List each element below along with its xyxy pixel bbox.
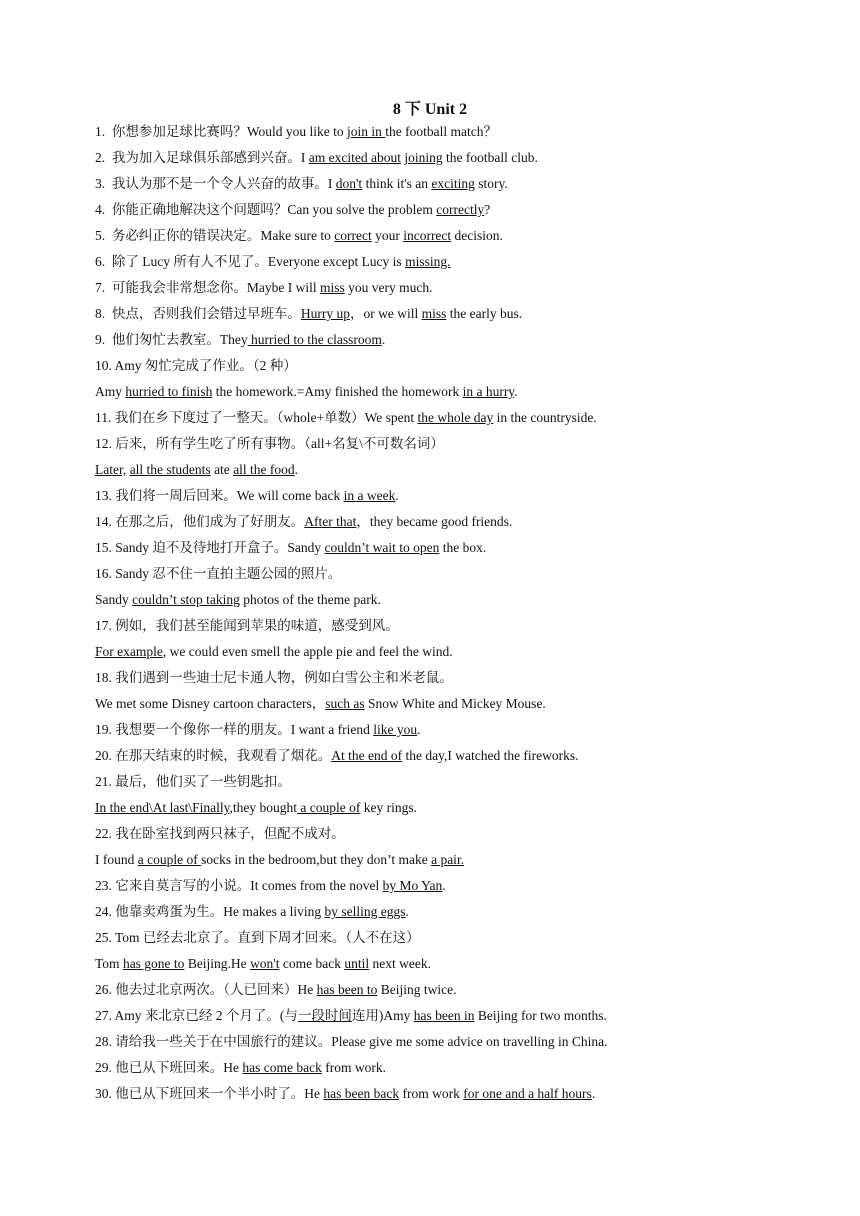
- underlined-phrase: Later,: [95, 462, 127, 477]
- sentence-text: Snow White and Mickey Mouse.: [364, 696, 546, 711]
- underlined-phrase: such as: [325, 696, 365, 711]
- sentence-line: [95, 720, 795, 746]
- sentence-text: 1. 你想参加足球比赛吗？Would you like to: [95, 124, 348, 139]
- sentence-text: next week.: [369, 956, 431, 971]
- underlined-phrase: in a hurry: [462, 384, 515, 399]
- sentence-text: 23. 它来自莫言写的小说。It comes from the novel: [95, 878, 383, 893]
- sentence-line: [95, 876, 795, 902]
- underlined-phrase: all the food: [233, 462, 295, 477]
- sentence-line: [95, 122, 795, 148]
- sentence-text: photos of the theme park.: [239, 592, 381, 607]
- underlined-phrase: in a week: [343, 488, 396, 503]
- sentence-text: .: [514, 384, 518, 399]
- sentence-line: [95, 850, 795, 876]
- sentence-line: [95, 382, 795, 408]
- page-title: 8 下 Unit 2: [392, 101, 468, 118]
- sentence-text: 19. 我想要一个像你一样的朋友。I want a friend: [95, 722, 374, 737]
- underlined-phrase: won't: [250, 956, 280, 971]
- sentence-text: ，or we will: [350, 306, 422, 321]
- sentence-line: [95, 902, 795, 928]
- sentence-line: [95, 148, 795, 174]
- sentence-line: [95, 564, 795, 590]
- sentence-line: [95, 434, 795, 460]
- underlined-phrase: After that: [304, 514, 357, 529]
- underlined-phrase: hurried to finish: [125, 384, 213, 399]
- underlined-phrase: miss: [319, 280, 345, 295]
- sentence-text: 27. Amy 来北京已经 2 个月了。(与: [95, 1008, 298, 1023]
- sentence-text: .: [294, 462, 299, 477]
- sentence-text: from work: [399, 1086, 464, 1101]
- underlined-phrase: joining: [404, 150, 443, 165]
- sentence-text: 3. 我认为那不是一个令人兴奋的故事。I: [95, 176, 336, 191]
- sentence-text: 5. 务必纠正你的错误决定。Make sure to: [95, 228, 335, 243]
- underlined-phrase: has gone to: [122, 956, 185, 971]
- sentence-line: [95, 304, 795, 330]
- sentence-line: [95, 1006, 795, 1032]
- sentence-text: 26. 他去过北京两次。（人已回来）He: [95, 982, 317, 997]
- sentence-line: [95, 408, 795, 434]
- underlined-phrase: miss: [421, 306, 447, 321]
- sentence-text: ?: [484, 202, 491, 217]
- underlined-phrase: by selling eggs: [324, 904, 406, 919]
- sentence-line: [95, 824, 795, 850]
- sentence-text: 8. 快点，否则我们会错过早班车。: [95, 306, 301, 321]
- sentence-line: [95, 330, 795, 356]
- sentence-text: from work.: [321, 1060, 386, 1075]
- sentence-line: [95, 668, 795, 694]
- underlined-phrase: correct: [334, 228, 372, 243]
- sentence-text: 18. 我们遇到一些迪士尼卡通人物，例如白雪公主和米老鼠。: [95, 670, 453, 685]
- underlined-phrase: missing.: [405, 254, 451, 269]
- sentence-text: 30. 他已从下班回来一个半小时了。He: [95, 1086, 324, 1101]
- underlined-phrase: until: [344, 956, 370, 971]
- sentence-text: 21. 最后，他们买了一些钥匙扣。: [95, 774, 291, 789]
- sentence-text: ，they became good friends.: [356, 514, 513, 529]
- underlined-phrase: a pair.: [431, 852, 465, 867]
- sentence-line: [95, 278, 795, 304]
- sentence-text: 29. 他已从下班回来。He: [95, 1060, 243, 1075]
- underlined-phrase: a couple of: [137, 852, 202, 867]
- sentence-line: [95, 252, 795, 278]
- sentence-line: [95, 1084, 795, 1110]
- underlined-phrase: for one and a half hours: [463, 1086, 592, 1101]
- sentence-text: Tom: [95, 956, 123, 971]
- underlined-phrase: incorrect: [403, 228, 452, 243]
- sentence-text: Beijing.He: [184, 956, 251, 971]
- sentence-text: .: [395, 488, 399, 503]
- sentence-text: 12. 后来，所有学生吃了所有事物。（all+名复\不可数名词）: [95, 436, 444, 451]
- sentence-line: [95, 694, 795, 720]
- underlined-phrase: Hurry up: [300, 306, 350, 321]
- underlined-phrase: join in: [347, 124, 386, 139]
- sentence-text: 连用)Amy: [351, 1008, 414, 1023]
- sentence-line: [95, 954, 795, 980]
- underlined-phrase: has been back: [323, 1086, 400, 1101]
- sentence-text: decision.: [451, 228, 503, 243]
- sentence-line: [95, 798, 795, 824]
- underlined-phrase: has been to: [316, 982, 378, 997]
- sentence-text: the early bus.: [446, 306, 523, 321]
- sentence-line: [95, 538, 795, 564]
- sentence-line: [95, 1032, 795, 1058]
- underlined-phrase: couldn’t wait to open: [324, 540, 440, 555]
- sentence-text: 2. 我为加入足球俱乐部感到兴奋。I: [95, 150, 309, 165]
- sentence-line: [95, 1058, 795, 1084]
- sentence-text: .: [417, 722, 421, 737]
- sentence-text: 28. 请给我一些关于在中国旅行的建议。Please give me some advice on travelling in China.: [95, 1034, 608, 1049]
- sentence-text: 24. 他靠卖鸡蛋为生。He makes a living: [95, 904, 325, 919]
- sentence-text: .: [405, 904, 409, 919]
- sentence-text: 17. 例如，我们甚至能闻到苹果的味道，感受到风。: [95, 618, 399, 633]
- underlined-phrase: 一段时间: [297, 1008, 352, 1023]
- underlined-phrase: correctly: [436, 202, 485, 217]
- sentence-text: Beijing for two months.: [474, 1008, 607, 1023]
- sentence-text: 22. 我在卧室找到两只袜子，但配不成对。: [95, 826, 345, 841]
- sentence-line: [95, 746, 795, 772]
- sentence-text: ,they bought: [229, 800, 297, 815]
- underlined-phrase: don't: [335, 176, 363, 191]
- sentence-text: 10. Amy 匆忙完成了作业。（2 种）: [95, 358, 297, 373]
- sentence-text: 13. 我们将一周后回来。We will come back: [95, 488, 344, 503]
- sentence-text: story.: [474, 176, 508, 191]
- sentence-line: [95, 226, 795, 252]
- sentence-line: [95, 174, 795, 200]
- sentence-text: ate: [210, 462, 234, 477]
- sentence-line: [95, 200, 795, 226]
- sentence-text: 14. 在那之后，他们成为了好朋友。: [95, 514, 305, 529]
- sentence-line: [95, 772, 795, 798]
- sentence-text: 4. 你能正确地解决这个问题吗？Can you solve the problem: [95, 202, 437, 217]
- underlined-phrase: a couple of: [296, 800, 361, 815]
- sentence-line: [95, 356, 795, 382]
- exercise-list: [95, 122, 795, 1110]
- sentence-text: the football club.: [442, 150, 538, 165]
- sentence-line: [95, 616, 795, 642]
- sentence-line: [95, 980, 795, 1006]
- underlined-phrase: the whole day: [417, 410, 494, 425]
- sentence-text: Beijing twice.: [377, 982, 457, 997]
- sentence-text: 11. 我们在乡下度过了一整天。（whole+单数）We spent: [95, 410, 418, 425]
- sentence-line: [95, 928, 795, 954]
- underlined-phrase: couldn’t stop taking: [132, 592, 240, 607]
- underlined-phrase: like you: [373, 722, 418, 737]
- sentence-text: , we could even smell the apple pie and feel the wind.: [162, 644, 453, 659]
- sentence-text: 16. Sandy 忍不住一直拍主题公园的照片。: [95, 566, 342, 581]
- underlined-phrase: At the end of: [331, 748, 403, 763]
- sentence-text: think it's an: [362, 176, 432, 191]
- underlined-phrase: hurried to the classroom: [247, 332, 382, 347]
- underlined-phrase: by Mo Yan: [382, 878, 443, 893]
- sentence-text: 6. 除了 Lucy 所有人不见了。Everyone except Lucy is: [95, 254, 406, 269]
- sentence-text: come back: [279, 956, 345, 971]
- sentence-line: [95, 512, 795, 538]
- sentence-text: 25. Tom 已经去北京了。直到下周才回来。（人不在这）: [95, 930, 420, 945]
- sentence-text: the day,I watched the fireworks.: [402, 748, 579, 763]
- sentence-line: [95, 486, 795, 512]
- sentence-text: the homework.=Amy finished the homework: [212, 384, 463, 399]
- sentence-text: you very much.: [344, 280, 433, 295]
- sentence-text: key rings.: [360, 800, 417, 815]
- sentence-text: We met some Disney cartoon characters，: [95, 696, 326, 711]
- sentence-text: the box.: [439, 540, 487, 555]
- sentence-text: .: [442, 878, 446, 893]
- sentence-line: [95, 460, 795, 486]
- sentence-text: I found: [95, 852, 138, 867]
- sentence-text: .: [591, 1086, 596, 1101]
- sentence-text: Sandy: [95, 592, 133, 607]
- sentence-text: your: [371, 228, 404, 243]
- underlined-phrase: In the end\At last\Finally: [95, 800, 230, 815]
- underlined-phrase: all the students: [129, 462, 211, 477]
- sentence-text: 15. Sandy 迫不及待地打开盒子。Sandy: [95, 540, 325, 555]
- sentence-text: Amy: [95, 384, 126, 399]
- underlined-phrase: exciting: [431, 176, 475, 191]
- sentence-line: [95, 642, 795, 668]
- sentence-text: 20. 在那天结束的时候，我观看了烟花。: [95, 748, 332, 763]
- underlined-phrase: am excited about: [308, 150, 401, 165]
- sentence-text: the football match？: [385, 124, 498, 139]
- underlined-phrase: For example: [95, 644, 163, 659]
- sentence-line: [95, 590, 795, 616]
- sentence-text: 7. 可能我会非常想念你。Maybe I will: [95, 280, 320, 295]
- sentence-text: socks in the bedroom,but they don’t make: [201, 852, 432, 867]
- sentence-text: 9. 他们匆忙去教室。They: [95, 332, 248, 347]
- underlined-phrase: has come back: [242, 1060, 322, 1075]
- sentence-text: .: [381, 332, 386, 347]
- sentence-text: in the countryside.: [493, 410, 597, 425]
- underlined-phrase: has been in: [413, 1008, 475, 1023]
